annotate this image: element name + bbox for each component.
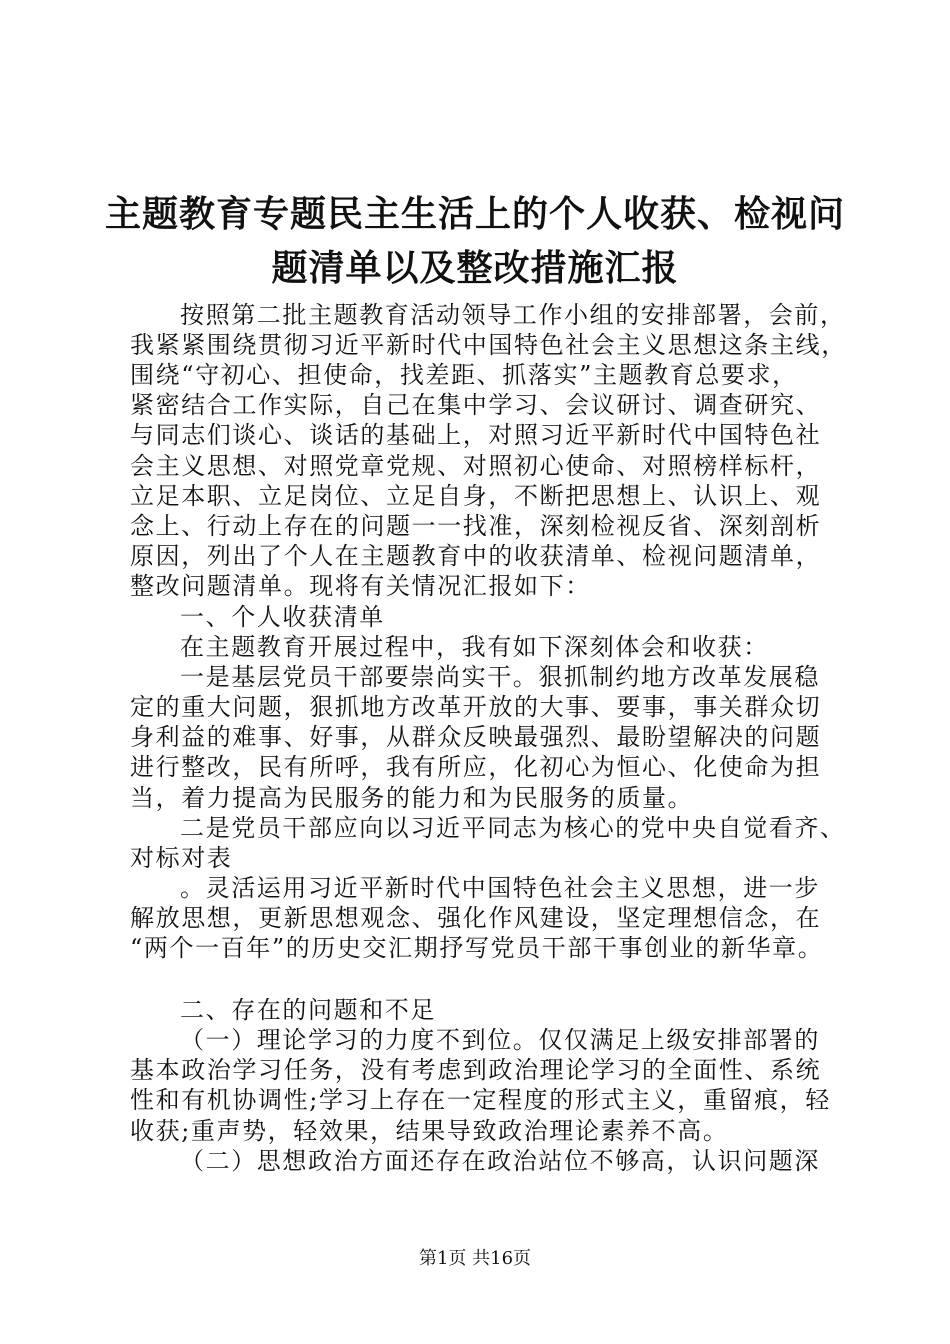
- body-line: 二是党员干部应向以习近平同志为核心的党中央自觉看齐、: [180, 814, 846, 842]
- body-line: 与同志们谈心、谈话的基础上，对照习近平新时代中国特色社: [130, 421, 822, 449]
- body-line: 身利益的难事、好事，从群众反映最强烈、最盼望解决的问题: [130, 723, 822, 751]
- body-line: 定的重大问题，狠抓地方改革开放的大事、要事，事关群众切: [130, 693, 822, 721]
- body-line: 对标对表: [130, 844, 233, 872]
- body-line: 会主义思想、对照党章党规、对照初心使命、对照榜样标杆，: [130, 452, 822, 480]
- body-line: 一是基层党员干部要崇尚实干。狠抓制约地方改革发展稳: [180, 663, 820, 691]
- body-line: 立足本职、立足岗位、立足自身，不断把思想上、认识上、观: [130, 482, 822, 510]
- body-line: 紧密结合工作实际，自己在集中学习、会议研讨、调查研究、: [130, 391, 822, 419]
- body-line: 基本政治学习任务，没有考虑到政治理论学习的全面性、系统: [130, 1056, 822, 1084]
- body-line: 我紧紧围绕贯彻习近平新时代中国特色社会主义思想这条主线，: [130, 331, 847, 359]
- title-line-2: 题清单以及整改措施汇报: [271, 248, 679, 289]
- body-line: 围绕“守初心、担使命，找差距、抓落实”主题教育总要求，: [130, 361, 798, 389]
- body-line: 收获;重声势，轻效果，结果导致政治理论素养不高。: [130, 1117, 729, 1145]
- section-heading: 二、存在的问题和不足: [180, 996, 436, 1024]
- body-line: 解放思想，更新思想观念、强化作风建设，坚定理想信念，在: [130, 904, 822, 932]
- body-line: 当，着力提高为民服务的能力和为民服务的质量。: [130, 784, 694, 812]
- body-line: 念上、行动上存在的问题一一找准，深刻检视反省、深刻剖析: [130, 512, 822, 540]
- page-number: 第1页 共16页: [418, 1248, 532, 1269]
- body-line: “两个一百年”的历史交汇期抒写党员干部干事创业的新华章。: [130, 934, 824, 962]
- body-line: 原因，列出了个人在主题教育中的收获清单、检视问题清单，: [130, 542, 822, 570]
- body-line: 进行整改，民有所呼，我有所应，化初心为恒心、化使命为担: [130, 753, 822, 781]
- title-line-1: 主题教育专题民主生活上的个人收获、检视问: [104, 194, 845, 235]
- body-line: 按照第二批主题教育活动领导工作小组的安排部署，会前，: [180, 301, 846, 329]
- body-line: （一）理论学习的力度不到位。仅仅满足上级安排部署的: [180, 1026, 820, 1054]
- body-line: 在主题教育开展过程中，我有如下深刻体会和收获：: [180, 633, 769, 661]
- body-line: 。灵活运用习近平新时代中国特色社会主义思想，进一步: [180, 874, 820, 902]
- body-line: 整改问题清单。现将有关情况汇报如下：: [130, 572, 591, 600]
- body-line: （二）思想政治方面还存在政治站位不够高，认识问题深: [180, 1147, 820, 1175]
- section-heading: 一、个人收获清单: [180, 603, 385, 631]
- body-line: 性和有机协调性;学习上存在一定程度的形式主义，重留痕，轻: [130, 1086, 831, 1114]
